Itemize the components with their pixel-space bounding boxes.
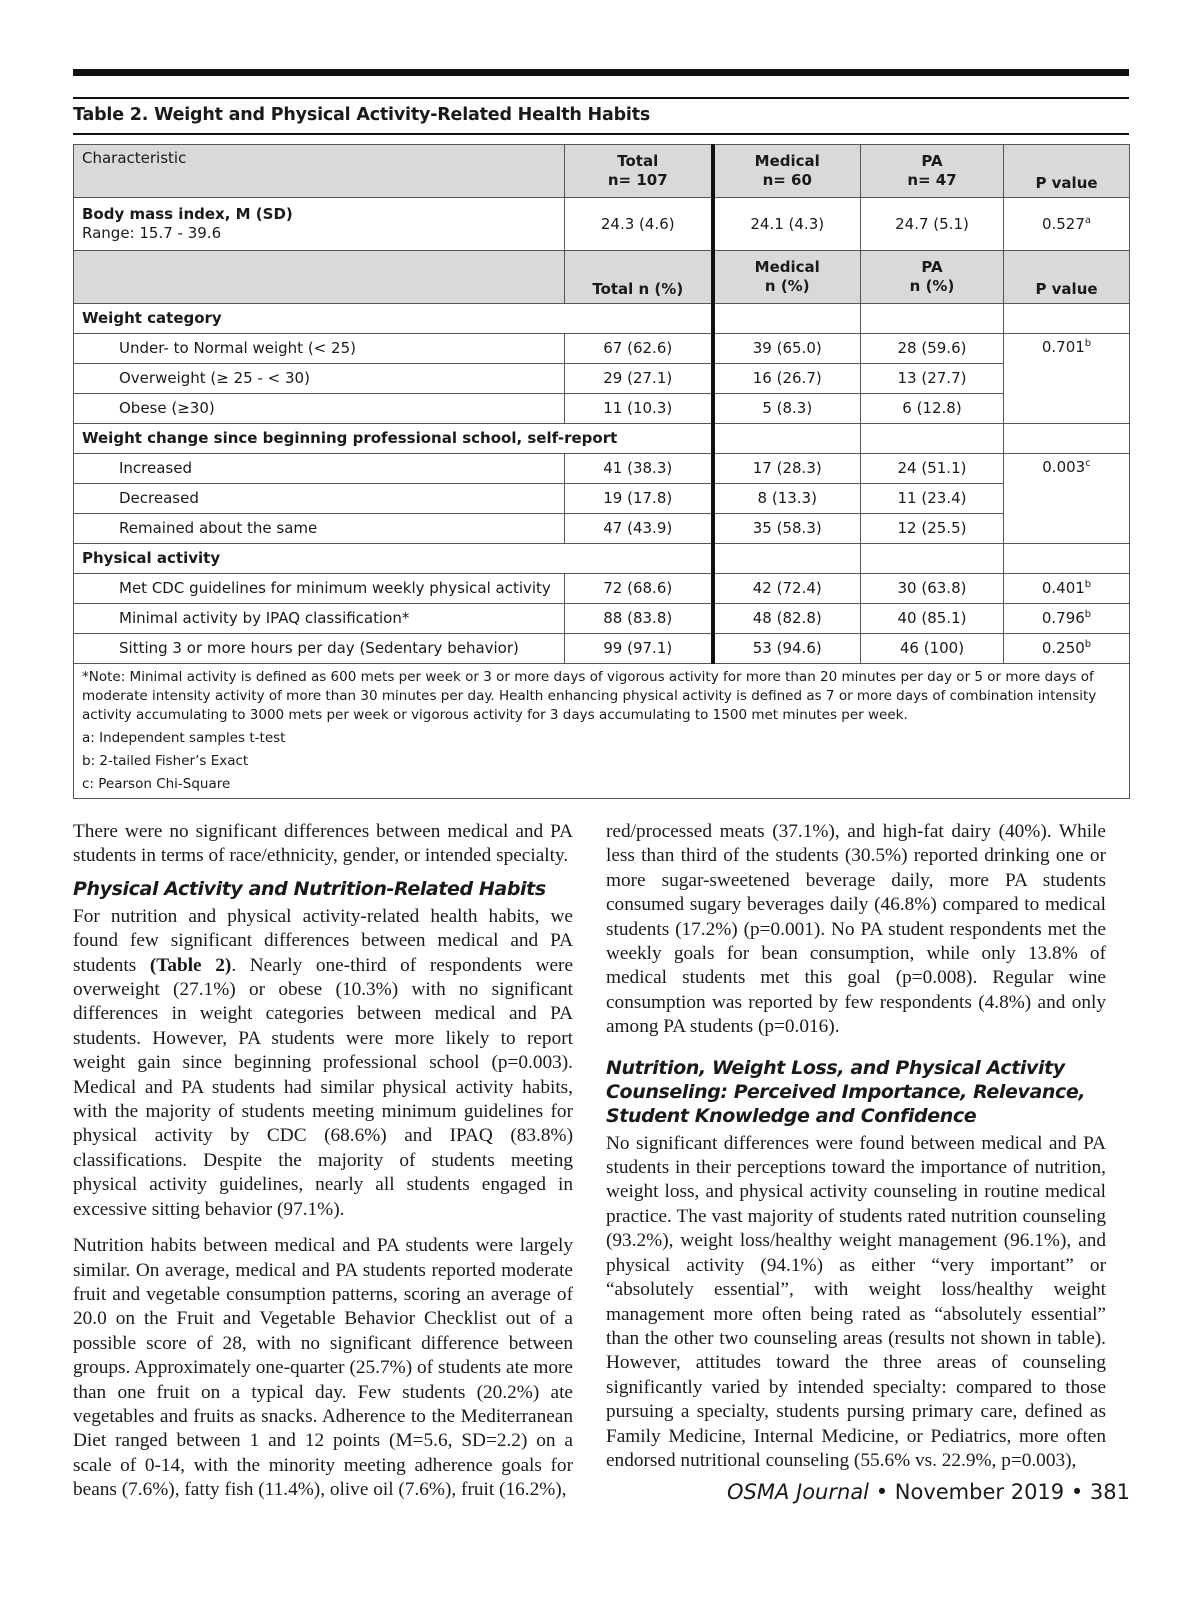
cell-total: 67 (62.6) [565,334,713,364]
subheader-medical: Medical n (%) [713,251,861,304]
cell-medical: 8 (13.3) [713,484,861,514]
table-subheader-row [74,251,1130,304]
cell-total: 72 (68.6) [565,574,713,604]
subheader-pa: PA n (%) [861,251,1004,304]
table-row [74,634,1130,664]
bmi-label: Body mass index, M (SD) Range: 15.7 - 39.6 [74,198,565,251]
row-label: Decreased [74,484,565,514]
bmi-total: 24.3 (4.6) [565,198,713,251]
weight-change-pvalue: 0.003$^c$ [1004,454,1130,544]
left-paragraph-1: There were no significant differences between medical and PA students in terms of race/ethnicity, gender, or intended specialty. [73,821,573,867]
header-pvalue: P value [1004,145,1130,198]
empty-cell [1004,544,1130,574]
bmi-medical: 24.1 (4.3) [713,198,861,251]
table-row [74,514,1130,544]
table-row [74,364,1130,394]
table-row [74,604,1130,634]
right-paragraph-1: red/processed meats (37.1%), and high-fat dairy (40%). While less than third of the students (30.5%) reported drinking one or more sugar-sweetened beverage daily, more PA students consumed sugary beverages daily (46.8%) compared to medical students (17.2%) (p=0.001). No PA student respondents met the weekly goals for bean consumption, while only 13.8% of medical students met this goal (p=0.008). Regular wine consumption was reported by few respondents (4.8%) and only among PA students (p=0.016). [606,821,1106,1038]
section-weight-category: Weight category [74,304,713,334]
empty-cell [713,304,861,334]
cell-pa: 11 (23.4) [861,484,1004,514]
cell-medical: 5 (8.3) [713,394,861,424]
row-label: Obese (≥30) [74,394,565,424]
row-label: Under- to Normal weight (< 25) [74,334,565,364]
cell-medical: 39 (65.0) [713,334,861,364]
page-footer: OSMA Journal • November 2019 • 381 [727,1480,1130,1504]
table-notes-row [74,664,1130,799]
header-pa: PA n= 47 [861,145,1004,198]
cell-total: 47 (43.9) [565,514,713,544]
row-label: Remained about the same [74,514,565,544]
row-label: Sitting 3 or more hours per day (Sedentary behavior) [74,634,565,664]
left-paragraph-3: Nutrition habits between medical and PA students were largely similar. On average, medical and PA students reported moderate fruit and vegetable consumption patterns, scoring an average of 20.0 on the Fruit and Vegetable Behavior Checklist out of a possible score of 28, with no significant difference between groups. Approximately one-quarter (25.7%) of students ate more than one fruit on a typical day. Few students (20.2%) ate vegetables and fruits as snacks. Adherence to the Mediterranean Diet ranged between 1 and 12 points (M=5.6, SD=2.2) on a scale of 0-14, with the minority meeting adherence goals for beans (7.6%), fatty fish (11.4%), olive oil (7.6%), fruit (16.2%), [73,1235,573,1501]
table-row [74,454,1130,484]
section-physical-activity: Physical activity [74,544,713,574]
cell-pa: 28 (59.6) [861,334,1004,364]
row-label: Met CDC guidelines for minimum weekly physical activity [74,574,565,604]
heading-counseling: Nutrition, Weight Loss, and Physical Activity Counseling: Perceived Importance, Relevance, Student Knowledge and Confidence [606,1056,1086,1127]
cell-medical: 17 (28.3) [713,454,861,484]
cell-pa: 24 (51.1) [861,454,1004,484]
header-total: Total n= 107 [565,145,713,198]
bmi-row [74,198,1130,251]
heading-physical-activity: Physical Activity and Nutrition-Related Habits [73,877,546,900]
subheader-pvalue: P value [1004,251,1130,304]
title-rule [73,133,1129,135]
table-row [74,394,1130,424]
section-row [74,304,1130,334]
cell-medical: 35 (58.3) [713,514,861,544]
cell-medical: 42 (72.4) [713,574,861,604]
cell-total: 19 (17.8) [565,484,713,514]
header-characteristic: Characteristic [74,145,565,198]
section-weight-change: Weight change since beginning professional school, self-report [74,424,713,454]
cell-pa: 30 (63.8) [861,574,1004,604]
row-label: Increased [74,454,565,484]
health-habits-table [73,144,1130,799]
cell-pvalue: 0.796$^b$ [1004,604,1130,634]
header-medical: Medical n= 60 [713,145,861,198]
empty-cell [861,424,1004,454]
cell-pa: 6 (12.8) [861,394,1004,424]
cell-total: 41 (38.3) [565,454,713,484]
top-thick-rule [73,69,1129,76]
cell-medical: 48 (82.8) [713,604,861,634]
bmi-pvalue: 0.527$^a$ [1004,198,1130,251]
cell-pa: 46 (100) [861,634,1004,664]
cell-medical: 53 (94.6) [713,634,861,664]
cell-total: 29 (27.1) [565,364,713,394]
section-row [74,424,1130,454]
right-column [606,820,1106,1473]
table-row [74,334,1130,364]
note-a: a: Independent samples t-test [82,730,286,746]
empty-cell [1004,304,1130,334]
subheader-blank [74,251,565,304]
subheader-total: Total n (%) [565,251,713,304]
cell-pa: 13 (27.7) [861,364,1004,394]
journal-name: OSMA Journal [727,1480,870,1504]
bmi-pa: 24.7 (5.1) [861,198,1004,251]
table-row [74,574,1130,604]
empty-cell [861,544,1004,574]
empty-cell [713,544,861,574]
cell-total: 99 (97.1) [565,634,713,664]
issue-date: November 2019 [894,1480,1065,1504]
note-c: c: Pearson Chi-Square [82,776,231,792]
table-notes [74,664,1130,799]
note-b: b: 2-tailed Fisher’s Exact [82,753,249,769]
left-column [73,820,573,1503]
cell-medical: 16 (26.7) [713,364,861,394]
row-label: Overweight (≥ 25 - < 30) [74,364,565,394]
section-row [74,544,1130,574]
empty-cell [1004,424,1130,454]
cell-pa: 40 (85.1) [861,604,1004,634]
table-row [74,484,1130,514]
table-header-row [74,145,1130,198]
table-title: Table 2. Weight and Physical Activity-Related Health Habits [73,105,651,125]
weight-category-pvalue: 0.701$^b$ [1004,334,1130,424]
top-thin-rule [73,97,1129,99]
cell-pvalue: 0.250$^b$ [1004,634,1130,664]
note-main: *Note: Minimal activity is defined as 600 mets per week or 3 or more days of vigorous activity for more than 20 minutes per day or 5 or more days of moderate intensity activity of more than 30 minutes per day. Health enhancing physical activity is defined as 7 or more days of combination intensity activity accumulating to 3000 mets per week or vigorous activity for 3 days accumulating to 1500 met minutes per week. [82,669,1097,723]
empty-cell [861,304,1004,334]
cell-total: 88 (83.8) [565,604,713,634]
left-paragraph-2: For nutrition and physical activity-related health habits, we found few significant differences between medical and PA students (Table 2). Nearly one-third of respondents were overweight (27.1%) or obese (10.3%) with no significant differences in weight categories between medical and PA students. However, PA students were more likely to report weight gain since beginning professional school (p=0.003). Medical and PA students had similar physical activity habits, with the majority of students meeting minimum guidelines for physical activity by CDC (68.6%) and IPAQ (83.8%) classifications. Despite the majority of students meeting physical activity guidelines, nearly all students engaged in excessive sitting behavior (97.1%). [73,905,574,1220]
empty-cell [713,424,861,454]
right-paragraph-2: No significant differences were found between medical and PA students in their perceptions toward the importance of nutrition, weight loss, and physical activity counseling in routine medical practice. The vast majority of students rated nutrition counseling (93.2%), weight loss/healthy weight management (96.1%), and physical activity (94.1%) as either “very important” or “absolutely essential”, with weight loss/healthy weight management more often being rated as “absolutely essential” than the other two counseling areas (results not shown in table). However, attitudes toward the three areas of counseling significantly varied by intended specialty: compared to those pursuing a specialty, students pursing primary care, defined as Family Medicine, Internal Medicine, or Pediatrics, more often endorsed nutritional counseling (55.6% vs. 22.9%, p=0.003), [606,1132,1106,1471]
cell-total: 11 (10.3) [565,394,713,424]
row-label: Minimal activity by IPAQ classification* [74,604,565,634]
cell-pa: 12 (25.5) [861,514,1004,544]
cell-pvalue: 0.401$^b$ [1004,574,1130,604]
page-number: 381 [1089,1480,1130,1504]
